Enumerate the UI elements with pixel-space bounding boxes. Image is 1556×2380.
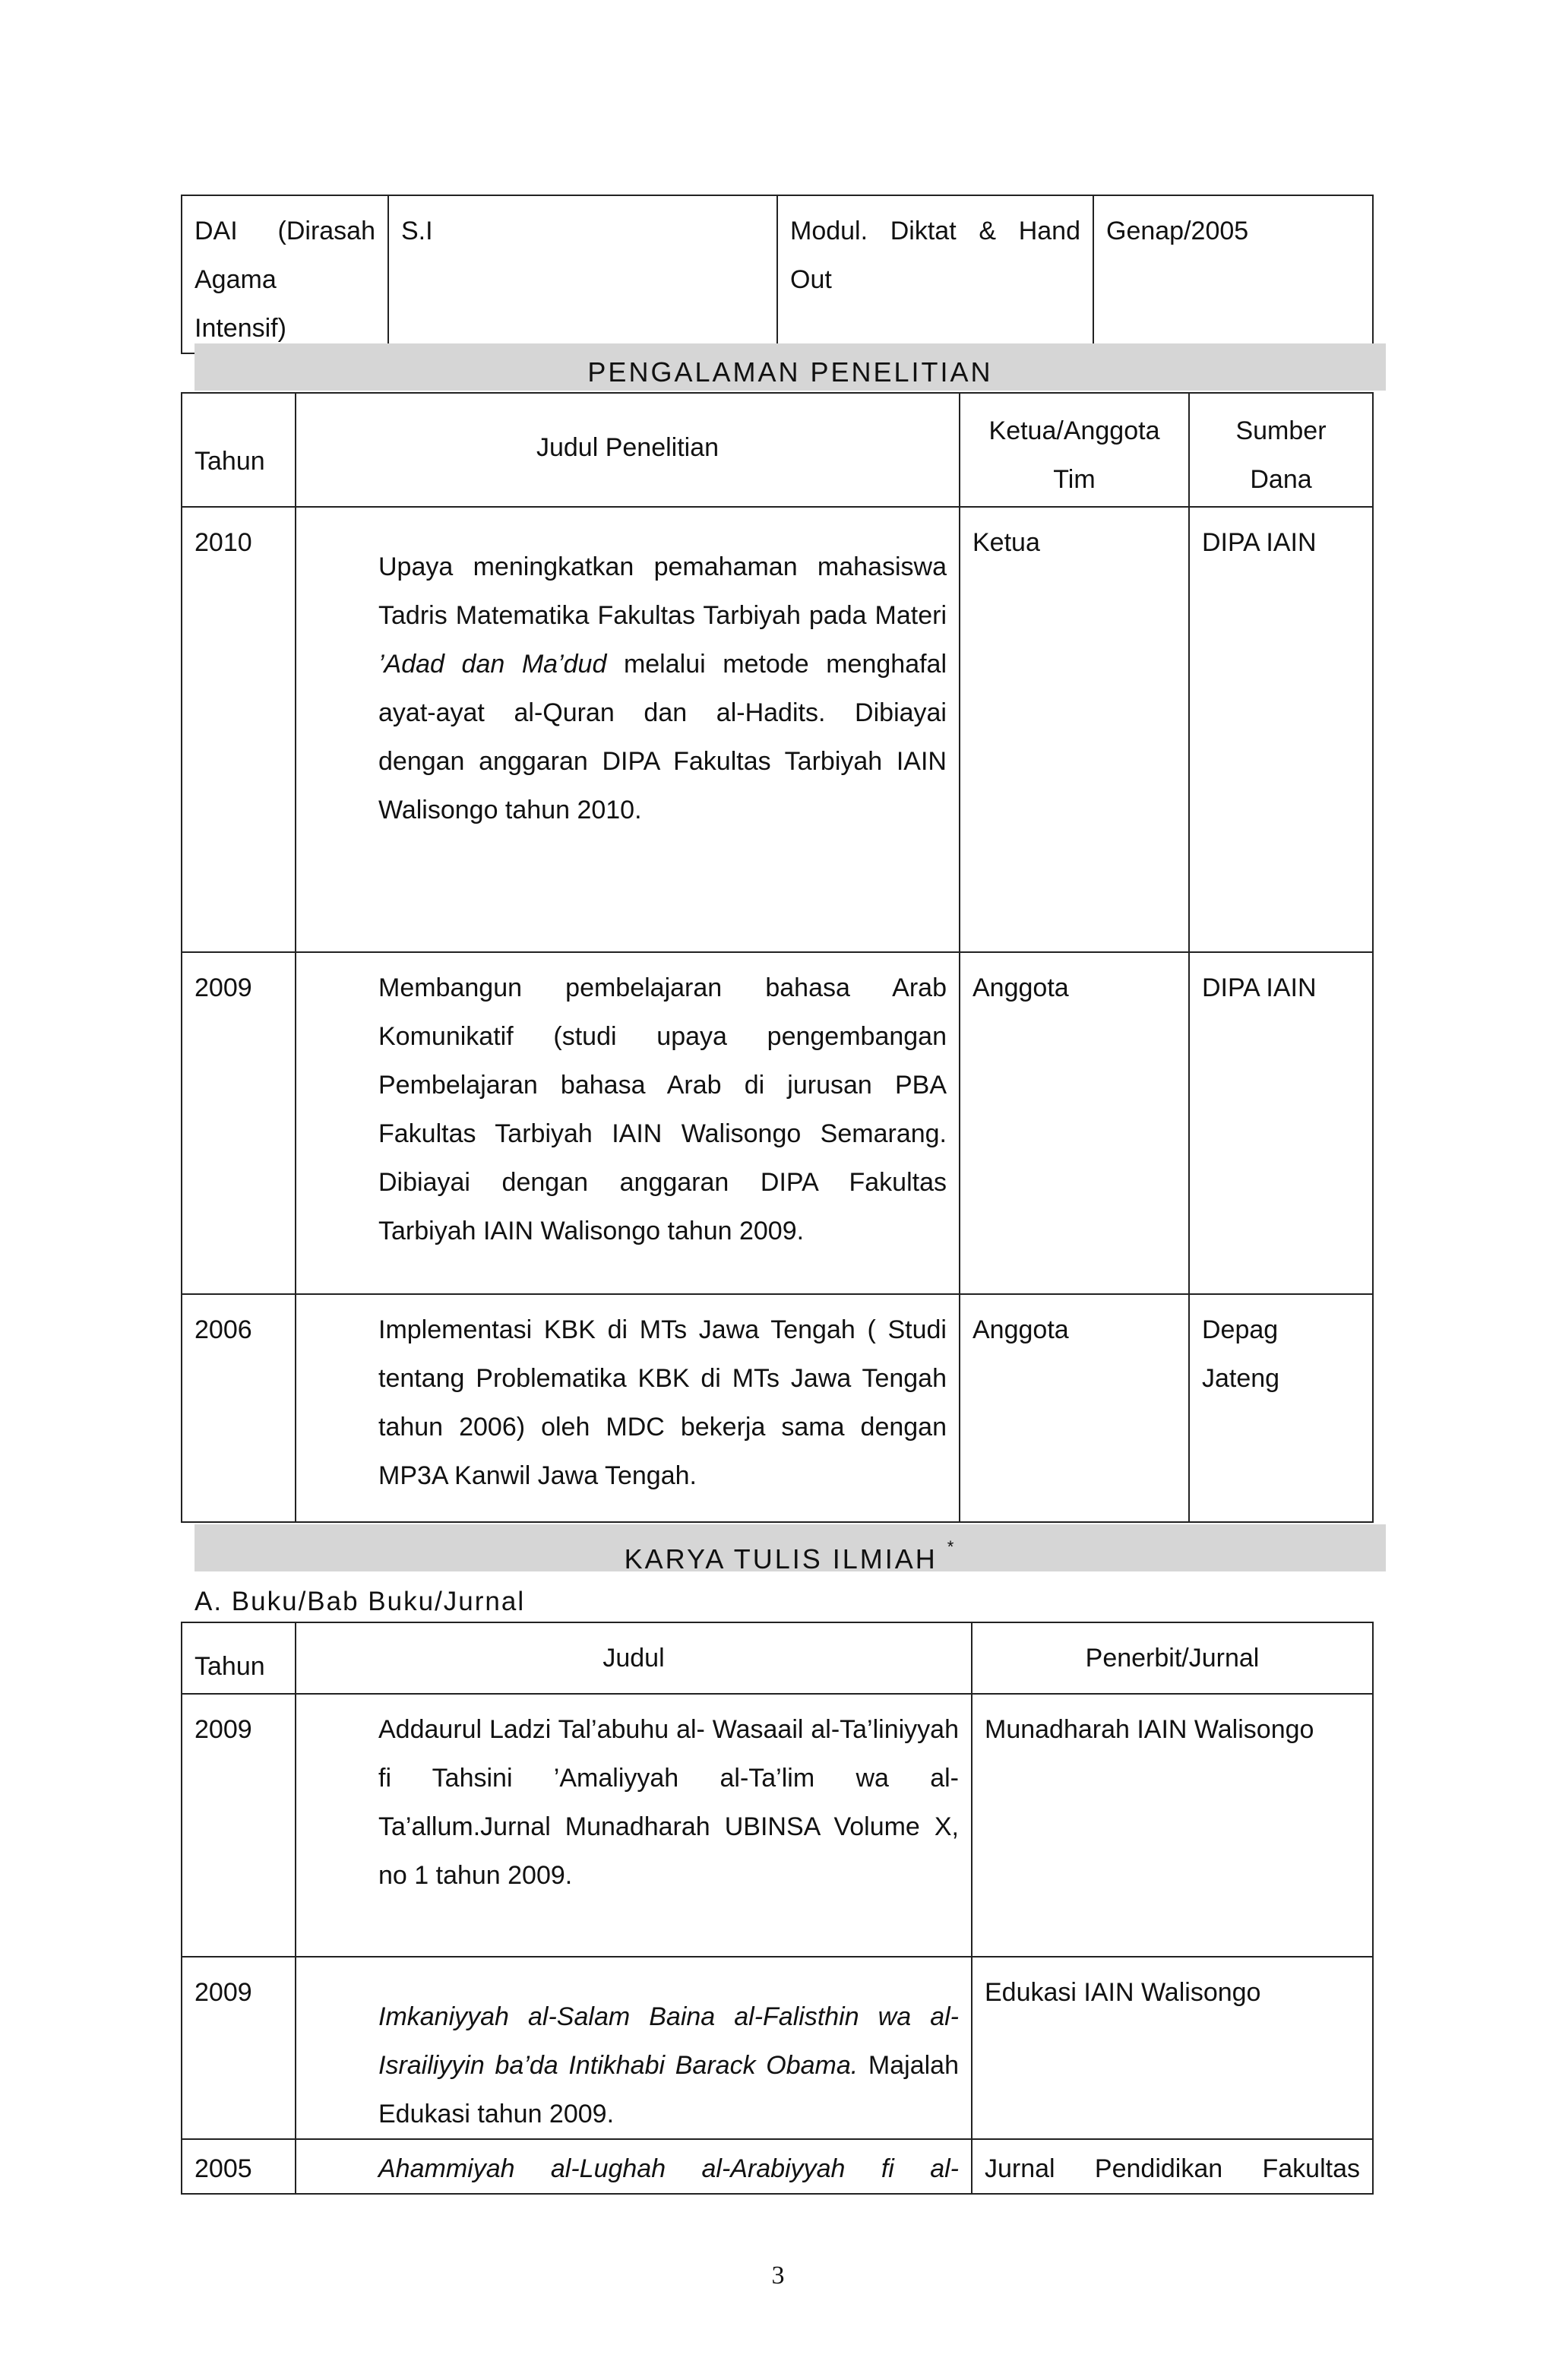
header-title: Judul — [296, 1622, 972, 1694]
table-row — [182, 1294, 1373, 1522]
research-fund: Depag Jateng — [1189, 1294, 1373, 1522]
semester-cell: Genap/2005 — [1093, 195, 1373, 353]
writing-title: Addaurul Ladzi Tal’abuhu al- Wasaail al-Ta’liniyyah fi Tahsini ’Amaliyyah al-Ta’lim wa al-Ta’allum.Jurnal Munadharah UBINSA Volume X, no 1 tahun 2009. — [296, 1694, 972, 1957]
writing-title — [296, 1957, 972, 2139]
table-row — [182, 195, 1373, 353]
research-year: 2006 — [182, 1294, 296, 1522]
header-fund: Sumber Dana — [1189, 393, 1373, 507]
footnote-mark: * — [947, 1537, 957, 1556]
material-cell: Modul. Diktat & Hand Out — [777, 195, 1093, 353]
page-number: 3 — [771, 2261, 785, 2290]
research-title: Membangun pembelajaran bahasa Arab Komunikatif (studi upaya pengembangan Pembelajaran bahasa Arab di jurusan PBA Fakultas Tarbiyah IAIN Walisongo Semarang. Dibiayai dengan anggaran DIPA Fakultas Tarbiyah IAIN Walisongo tahun 2009. — [296, 952, 960, 1294]
writing-year: 2005 — [182, 2139, 296, 2194]
table-header-row — [182, 393, 1373, 507]
table-row — [182, 2139, 1373, 2194]
table-header-row — [182, 1622, 1373, 1694]
writings-section-title: KARYA TULIS ILMIAH — [624, 1543, 938, 1575]
program-cell: S.I — [388, 195, 777, 353]
research-title-text: Upaya meningkatkan pemahaman mahasiswa Tadris Matematika Fakultas Tarbiyah pada Materi — [378, 552, 947, 630]
research-role: Ketua — [960, 507, 1189, 952]
writing-year: 2009 — [182, 1694, 296, 1957]
research-table — [181, 392, 1374, 1523]
research-title-text: melalui metode menghafal ayat-ayat al-Quran dan al-Hadits. Dibiayai dengan anggaran DIPA Fakultas Tarbiyah IAIN Walisongo tahun 2010. — [378, 650, 947, 824]
research-year: 2010 — [182, 507, 296, 952]
writing-title-italic: Ahammiyah al-Lughah al-Arabiyyah fi al- — [378, 2154, 959, 2183]
course-cell: DAI (Dirasah Agama Intensif) — [182, 195, 388, 353]
research-year: 2009 — [182, 952, 296, 1294]
header-publisher: Penerbit/Jurnal — [972, 1622, 1373, 1694]
header-year: Tahun — [182, 393, 296, 507]
teaching-table — [181, 195, 1374, 354]
header-title: Judul Penelitian — [296, 393, 960, 507]
research-title: Implementasi KBK di MTs Jawa Tengah ( Studi tentang Problematika KBK di MTs Jawa Tengah tahun 2006) oleh MDC bekerja sama dengan MP3A Kanwil Jawa Tengah. — [296, 1294, 960, 1522]
writing-year: 2009 — [182, 1957, 296, 2139]
table-row — [182, 1694, 1373, 1957]
writing-title-text: Majalah Edukasi tahun 2009. — [378, 2051, 959, 2128]
research-title — [296, 507, 960, 952]
writing-title-italic: Imkaniyyah al-Salam Baina al-Falisthin wa al-Israiliyyin ba’da Intikhabi Barack Obama. — [378, 2002, 959, 2080]
research-role: Anggota — [960, 952, 1189, 1294]
table-row — [182, 952, 1373, 1294]
research-fund: DIPA IAIN — [1189, 507, 1373, 952]
writing-publisher: Jurnal Pendidikan Fakultas — [972, 2139, 1373, 2194]
research-title-italic: ’Adad dan Ma’dud — [378, 650, 607, 679]
writing-title — [296, 2139, 972, 2194]
writings-section-heading — [194, 1524, 1386, 1575]
research-fund: DIPA IAIN — [1189, 952, 1373, 1294]
table-row — [182, 1957, 1373, 2139]
research-section-heading — [194, 343, 1386, 391]
writing-publisher: Munadharah IAIN Walisongo — [972, 1694, 1373, 1957]
research-role: Anggota — [960, 1294, 1189, 1522]
writings-subheading: A. Buku/Bab Buku/Jurnal — [194, 1587, 526, 1616]
writing-publisher: Edukasi IAIN Walisongo — [972, 1957, 1373, 2139]
research-section-title: PENGALAMAN PENELITIAN — [587, 356, 993, 388]
header-year: Tahun — [182, 1622, 296, 1694]
writings-table — [181, 1622, 1374, 2195]
table-row — [182, 507, 1373, 952]
header-role: Ketua/Anggota Tim — [960, 393, 1189, 507]
